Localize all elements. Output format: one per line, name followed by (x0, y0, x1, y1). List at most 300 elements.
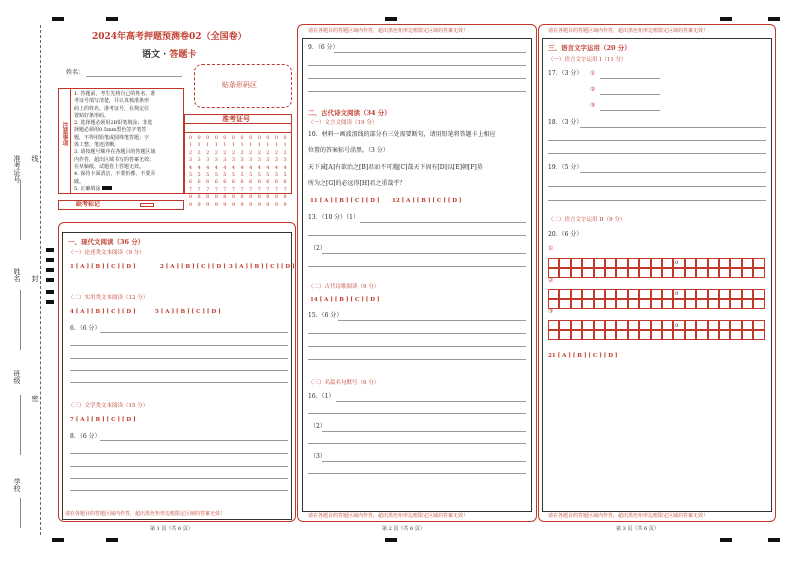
digit-bubble[interactable]: 7 (206, 186, 210, 193)
q21-options[interactable]: 21 [ A ] [ B ] [ C ] [ D ] (548, 353, 618, 359)
digit-bubble[interactable]: 2 (257, 149, 261, 156)
grid-cell[interactable] (605, 320, 616, 330)
exam-digit-column[interactable] (264, 135, 271, 209)
exam-digit-column[interactable] (273, 135, 280, 209)
digit-bubble[interactable]: 4 (283, 164, 287, 171)
grid-cell[interactable] (616, 299, 627, 309)
answer-line[interactable] (548, 140, 766, 141)
answer-line[interactable] (308, 266, 526, 267)
grid-cell[interactable] (730, 299, 741, 309)
grid-cell[interactable] (662, 330, 673, 340)
digit-bubble[interactable]: 4 (249, 164, 253, 171)
digit-bubble[interactable]: 7 (249, 186, 253, 193)
digit-bubble[interactable]: 2 (231, 149, 236, 156)
grid-cell[interactable] (548, 258, 559, 268)
grid-cell[interactable] (605, 268, 616, 278)
grid-cell[interactable] (559, 320, 570, 330)
grid-cell[interactable] (594, 268, 605, 278)
digit-bubble[interactable]: 9 (223, 201, 227, 208)
grid-cell[interactable] (719, 258, 730, 268)
digit-bubble[interactable]: 5 (257, 172, 261, 179)
digit-bubble[interactable]: 0 (223, 135, 227, 141)
grid-cell[interactable] (582, 320, 593, 330)
grid-cell[interactable] (559, 289, 570, 299)
digit-bubble[interactable]: 4 (240, 164, 244, 171)
missing-mark-checkbox[interactable] (140, 203, 154, 207)
grid-cell[interactable] (594, 299, 605, 309)
digit-bubble[interactable]: 3 (283, 157, 287, 164)
grid-cell[interactable] (605, 330, 616, 340)
digit-bubble[interactable]: 5 (197, 172, 201, 179)
grid-cell[interactable] (628, 289, 639, 299)
digit-bubble[interactable]: 1 (283, 142, 287, 149)
digit-bubble[interactable]: 6 (206, 179, 210, 186)
answer-line[interactable] (336, 401, 526, 402)
grid-cell[interactable] (651, 299, 662, 309)
grid-cell[interactable] (594, 320, 605, 330)
notes-list (74, 91, 155, 193)
grid-cell[interactable] (708, 258, 719, 268)
exam-digit-column[interactable] (230, 135, 237, 209)
grid-cell[interactable] (605, 289, 616, 299)
digit-bubble[interactable]: 8 (257, 194, 261, 201)
grid-cell[interactable] (742, 258, 753, 268)
digit-bubble[interactable]: 4 (214, 164, 218, 171)
answer-line[interactable] (308, 235, 526, 236)
grid-cell[interactable] (594, 330, 605, 340)
grid-cell[interactable] (753, 320, 764, 330)
answer-line[interactable] (70, 490, 288, 491)
digit-bubble[interactable]: 6 (231, 179, 236, 186)
digit-bubble[interactable]: 3 (240, 157, 244, 164)
answer-line[interactable] (600, 78, 660, 79)
alignment-mark (720, 17, 732, 21)
grid-cell[interactable] (639, 268, 650, 278)
digit-bubble[interactable]: 7 (266, 186, 270, 193)
grid-cell[interactable] (696, 299, 707, 309)
exam-digit-column[interactable] (204, 135, 211, 209)
digit-bubble[interactable]: 4 (231, 164, 236, 171)
digit-bubble[interactable]: 8 (223, 194, 227, 201)
digit-bubble[interactable]: 0 (249, 135, 253, 141)
digit-bubble[interactable]: 1 (223, 142, 227, 149)
grid-cell[interactable] (594, 289, 605, 299)
grid-cell[interactable] (616, 289, 627, 299)
grid-cell[interactable] (708, 320, 719, 330)
digit-bubble[interactable]: 2 (206, 149, 210, 156)
grid-cell[interactable] (571, 289, 582, 299)
digit-bubble[interactable]: 9 (206, 201, 210, 208)
grid-cell[interactable] (742, 268, 753, 278)
grid-cell[interactable] (708, 268, 719, 278)
answer-line[interactable] (70, 382, 288, 383)
digit-bubble[interactable]: 5 (283, 172, 287, 179)
digit-bubble[interactable]: 0 (266, 135, 270, 141)
digit-bubble[interactable]: 3 (266, 157, 270, 164)
grid-cell[interactable] (662, 258, 673, 268)
digit-bubble[interactable]: 0 (274, 135, 279, 141)
answer-line[interactable] (70, 466, 288, 467)
answer-line[interactable] (70, 370, 288, 371)
answer-line[interactable] (308, 473, 526, 474)
digit-bubble[interactable]: 2 (197, 149, 201, 156)
q14-options[interactable]: 14 [ A ] [ B ] [ C ] [ D ] (310, 297, 380, 303)
digit-bubble[interactable]: 6 (240, 179, 244, 186)
grid-cell[interactable] (708, 289, 719, 299)
grid-cell[interactable] (594, 258, 605, 268)
grid-cell[interactable] (651, 258, 662, 268)
grid-cell[interactable] (651, 330, 662, 340)
exam-digit-column[interactable] (282, 135, 289, 209)
digit-bubble[interactable]: 2 (214, 149, 218, 156)
digit-bubble[interactable]: 6 (223, 179, 227, 186)
exam-digit-column[interactable] (239, 135, 246, 209)
grid-cell[interactable] (673, 320, 684, 330)
grid-cell[interactable] (548, 320, 559, 330)
grid-cell[interactable] (730, 268, 741, 278)
digit-bubble[interactable]: 0 (206, 135, 210, 141)
answer-line[interactable] (600, 94, 660, 95)
q5-options[interactable]: 5 [ A ] [ B ] [ C ] [ D ] (155, 309, 221, 315)
digit-bubble[interactable]: 8 (240, 194, 244, 201)
answer-line[interactable] (308, 359, 526, 360)
answer-line[interactable] (580, 172, 766, 173)
grid-cell[interactable] (696, 289, 707, 299)
grid-cell[interactable] (662, 289, 673, 299)
digit-bubble[interactable]: 7 (223, 186, 227, 193)
grid-cell[interactable] (559, 330, 570, 340)
grid-cell[interactable] (616, 330, 627, 340)
answer-line[interactable] (70, 358, 288, 359)
digit-bubble[interactable]: 8 (188, 194, 193, 201)
digit-bubble[interactable]: 5 (214, 172, 218, 179)
digit-bubble[interactable]: 1 (231, 142, 236, 149)
digit-bubble[interactable]: 1 (240, 142, 244, 149)
grid-cell[interactable] (628, 320, 639, 330)
digit-bubble[interactable]: 6 (249, 179, 253, 186)
digit-bubble[interactable]: 1 (249, 142, 253, 149)
answer-line[interactable] (100, 440, 288, 441)
answer-line[interactable] (322, 253, 526, 254)
grid-cell[interactable] (753, 268, 764, 278)
grid-cell[interactable] (548, 289, 559, 299)
grid-cell[interactable] (616, 320, 627, 330)
digit-bubble[interactable]: 7 (240, 186, 244, 193)
answer-line[interactable] (548, 200, 766, 201)
grid-cell[interactable] (685, 289, 696, 299)
grid-cell[interactable] (685, 299, 696, 309)
grid-cell[interactable] (730, 330, 741, 340)
grid-cell[interactable] (639, 258, 650, 268)
grid-cell[interactable] (605, 299, 616, 309)
grid-cell[interactable] (548, 299, 559, 309)
exam-digit-column[interactable] (256, 135, 263, 209)
digit-bubble[interactable]: 5 (231, 172, 236, 179)
grid-cell[interactable] (559, 258, 570, 268)
answer-line[interactable] (334, 52, 526, 53)
grid-cell[interactable] (582, 258, 593, 268)
q10-line-c[interactable]: 天下诚[A]有欲治之[B]君而不可遇[C]哉天下固有[D]以[E]朝[F]莫 (308, 164, 483, 171)
digit-bubble[interactable]: 4 (206, 164, 210, 171)
digit-bubble[interactable]: 7 (231, 186, 236, 193)
digit-bubble[interactable]: 4 (257, 164, 261, 171)
digit-bubble[interactable]: 2 (188, 149, 193, 156)
digit-bubble[interactable]: 8 (206, 194, 210, 201)
digit-bubble[interactable]: 4 (266, 164, 270, 171)
digit-bubble[interactable]: 1 (206, 142, 210, 149)
grid-cell[interactable] (571, 258, 582, 268)
digit-bubble[interactable]: 0 (197, 135, 201, 141)
digit-bubble[interactable]: 2 (274, 149, 279, 156)
digit-bubble[interactable]: 1 (266, 142, 270, 149)
digit-bubble[interactable]: 1 (257, 142, 261, 149)
grid-cell[interactable] (719, 320, 730, 330)
digit-bubble[interactable]: 8 (266, 194, 270, 201)
answer-line[interactable] (308, 346, 526, 347)
digit-bubble[interactable]: 6 (274, 179, 279, 186)
digit-bubble[interactable]: 5 (206, 172, 210, 179)
digit-bubble[interactable]: 4 (274, 164, 279, 171)
digit-bubble[interactable]: 0 (214, 135, 218, 141)
digit-bubble[interactable]: 5 (266, 172, 270, 179)
digit-bubble[interactable]: 3 (206, 157, 210, 164)
digit-bubble[interactable]: 5 (249, 172, 253, 179)
digit-bubble[interactable]: 2 (240, 149, 244, 156)
answer-line[interactable] (70, 453, 288, 454)
digit-bubble[interactable]: 7 (274, 186, 279, 193)
grid-cell[interactable] (696, 320, 707, 330)
grid-cell[interactable] (616, 258, 627, 268)
grid-cell[interactable] (548, 268, 559, 278)
digit-bubble[interactable]: 9 (214, 201, 218, 208)
answer-line[interactable] (322, 461, 526, 462)
grid-cell[interactable] (730, 320, 741, 330)
digit-bubble[interactable]: 3 (231, 157, 236, 164)
grid-cell[interactable] (719, 289, 730, 299)
answer-line[interactable] (70, 478, 288, 479)
answer-line[interactable] (322, 431, 526, 432)
exam-digit-column[interactable] (221, 135, 228, 209)
grid-cell[interactable] (582, 268, 593, 278)
grid-cell[interactable] (753, 258, 764, 268)
digit-bubble[interactable]: 9 (257, 201, 261, 208)
q2-options[interactable]: 2 [ A ] [ B ] [ C ] [ D ] (160, 264, 226, 270)
digit-bubble[interactable]: 0 (240, 135, 244, 141)
grid-cell[interactable] (651, 268, 662, 278)
grid-cell[interactable] (708, 330, 719, 340)
digit-bubble[interactable]: 9 (283, 201, 287, 208)
digit-bubble[interactable]: 9 (274, 201, 279, 208)
grid-cell[interactable] (719, 330, 730, 340)
grid-cell[interactable] (685, 258, 696, 268)
q7-options[interactable]: 7 [ A ] [ B ] [ C ] [ D ] (70, 417, 136, 423)
grid-cell[interactable] (651, 289, 662, 299)
digit-bubble[interactable]: 9 (231, 201, 236, 208)
exam-digit-column[interactable] (247, 135, 254, 209)
digit-bubble[interactable]: 6 (283, 179, 287, 186)
answer-line[interactable] (100, 332, 288, 333)
q4-options[interactable]: 4 [ A ] [ B ] [ C ] [ D ] (70, 309, 136, 315)
answer-line[interactable] (308, 333, 526, 334)
digit-bubble[interactable]: 9 (240, 201, 244, 208)
digit-bubble[interactable]: 3 (274, 157, 279, 164)
digit-bubble[interactable]: 5 (240, 172, 244, 179)
answer-line[interactable] (308, 78, 526, 79)
grid-cell[interactable] (673, 299, 684, 309)
answer-line[interactable] (548, 186, 766, 187)
exam-digit-column[interactable] (213, 135, 220, 209)
digit-bubble[interactable]: 2 (283, 149, 287, 156)
q13-part2: （2） (310, 245, 326, 252)
grid-cell[interactable] (662, 299, 673, 309)
grid-cell[interactable] (662, 320, 673, 330)
digit-bubble[interactable]: 4 (197, 164, 201, 171)
digit-bubble[interactable]: 4 (188, 164, 193, 171)
grid-cell[interactable] (639, 320, 650, 330)
grid-cell[interactable] (571, 299, 582, 309)
digit-bubble[interactable]: 3 (249, 157, 253, 164)
answer-line[interactable] (580, 127, 766, 128)
answer-line[interactable] (308, 91, 526, 92)
grid-cell[interactable] (571, 268, 582, 278)
digit-bubble[interactable]: 6 (266, 179, 270, 186)
digit-bubble[interactable]: 3 (223, 157, 227, 164)
digit-bubble[interactable]: 1 (274, 142, 279, 149)
grid-cell[interactable] (685, 320, 696, 330)
digit-bubble[interactable]: 3 (188, 157, 193, 164)
answer-line[interactable] (360, 222, 526, 223)
grid-cell[interactable] (742, 289, 753, 299)
digit-bubble[interactable]: 1 (188, 142, 193, 149)
grid-cell[interactable] (673, 289, 684, 299)
grid-cell[interactable] (685, 330, 696, 340)
answer-line[interactable] (308, 443, 526, 444)
grid-cell[interactable] (696, 268, 707, 278)
digit-bubble[interactable]: 5 (188, 172, 193, 179)
answer-line[interactable] (548, 153, 766, 154)
grid-cell[interactable] (651, 320, 662, 330)
grid-cell[interactable] (605, 258, 616, 268)
digit-bubble[interactable]: 8 (214, 194, 218, 201)
digit-bubble[interactable]: 2 (223, 149, 227, 156)
grid-cell[interactable] (742, 330, 753, 340)
grid-cell[interactable] (742, 299, 753, 309)
digit-bubble[interactable]: 7 (188, 186, 193, 193)
digit-bubble[interactable]: 3 (214, 157, 218, 164)
exam-digit-column[interactable] (187, 135, 194, 209)
answer-line[interactable] (70, 345, 288, 346)
digit-bubble[interactable]: 8 (231, 194, 236, 201)
grid-cell[interactable] (719, 268, 730, 278)
answer-line[interactable] (308, 413, 526, 414)
digit-bubble[interactable]: 8 (274, 194, 279, 201)
q10-line-d[interactable]: 所为之[G]的必远得[H]君之重哉乎？ (308, 180, 406, 187)
digit-bubble[interactable]: 7 (257, 186, 261, 193)
digit-bubble[interactable]: 8 (197, 194, 201, 201)
digit-bubble[interactable]: 8 (283, 194, 287, 201)
q11-options[interactable]: 11 [ A ] [ B ] [ C ] [ D ] (310, 198, 380, 204)
grid-cell[interactable] (582, 289, 593, 299)
grid-cell[interactable] (628, 258, 639, 268)
digit-bubble[interactable]: 2 (266, 149, 270, 156)
digit-bubble[interactable]: 9 (188, 201, 193, 208)
grid-cell[interactable] (673, 330, 684, 340)
exam-digit-column[interactable] (196, 135, 203, 209)
grid-cell[interactable] (628, 268, 639, 278)
grid-cell[interactable] (582, 299, 593, 309)
grid-cell[interactable] (571, 320, 582, 330)
digit-bubble[interactable]: 5 (223, 172, 227, 179)
grid-cell[interactable] (628, 299, 639, 309)
barcode-label: 贴条形码区 (222, 81, 257, 89)
digit-bubble[interactable]: 1 (197, 142, 201, 149)
grid-cell[interactable] (753, 330, 764, 340)
grid-cell[interactable] (719, 299, 730, 309)
grid-cell[interactable] (639, 289, 650, 299)
grid-cell[interactable] (696, 330, 707, 340)
digit-bubble[interactable]: 7 (214, 186, 218, 193)
digit-bubble[interactable]: 7 (283, 186, 287, 193)
q1-options[interactable]: 1 [ A ] [ B ] [ C ] [ D ] (70, 264, 136, 270)
grid-cell[interactable] (673, 258, 684, 268)
grid-cell[interactable] (559, 268, 570, 278)
grid-cell[interactable] (708, 299, 719, 309)
digit-bubble[interactable]: 2 (249, 149, 253, 156)
grid-cell[interactable] (571, 330, 582, 340)
digit-bubble[interactable]: 1 (214, 142, 218, 149)
digit-bubble[interactable]: 6 (188, 179, 193, 186)
grid-cell[interactable] (582, 330, 593, 340)
grid-cell[interactable] (628, 330, 639, 340)
grid-cell[interactable] (696, 258, 707, 268)
answer-line[interactable] (600, 110, 660, 111)
grid-cell[interactable] (685, 268, 696, 278)
digit-bubble[interactable]: 6 (257, 179, 261, 186)
digit-bubble[interactable]: 9 (197, 201, 201, 208)
digit-bubble[interactable]: 9 (249, 201, 253, 208)
digit-bubble[interactable]: 5 (274, 172, 279, 179)
digit-bubble[interactable]: 0 (231, 135, 236, 141)
digit-bubble[interactable]: 0 (188, 135, 193, 141)
grid-cell[interactable] (753, 289, 764, 299)
grid-cell[interactable] (753, 299, 764, 309)
grid-cell[interactable] (548, 330, 559, 340)
grid-cell[interactable] (673, 268, 684, 278)
grid-cell[interactable] (639, 330, 650, 340)
grid-cell[interactable] (559, 299, 570, 309)
grid-cell[interactable] (730, 258, 741, 268)
digit-bubble[interactable]: 0 (283, 135, 287, 141)
digit-bubble[interactable]: 4 (223, 164, 227, 171)
digit-bubble[interactable]: 8 (249, 194, 253, 201)
grid-cell[interactable] (639, 299, 650, 309)
digit-bubble[interactable]: 6 (214, 179, 218, 186)
q3-options[interactable]: 3 [ A ] [ B ] [ C ] [ D ] (229, 264, 295, 270)
digit-bubble[interactable]: 6 (197, 179, 201, 186)
digit-bubble[interactable]: 0 (257, 135, 261, 141)
answer-line[interactable] (338, 320, 526, 321)
digit-bubble[interactable]: 7 (197, 186, 201, 193)
q12-options[interactable]: 12 [ A ] [ B ] [ C ] [ D ] (392, 198, 462, 204)
grid-cell[interactable] (742, 320, 753, 330)
grid-cell[interactable] (662, 268, 673, 278)
digit-bubble[interactable]: 3 (197, 157, 201, 164)
grid-cell[interactable] (730, 289, 741, 299)
digit-bubble[interactable]: 9 (266, 201, 270, 208)
digit-bubble[interactable]: 3 (257, 157, 261, 164)
answer-line[interactable] (308, 65, 526, 66)
grid-cell[interactable] (616, 268, 627, 278)
